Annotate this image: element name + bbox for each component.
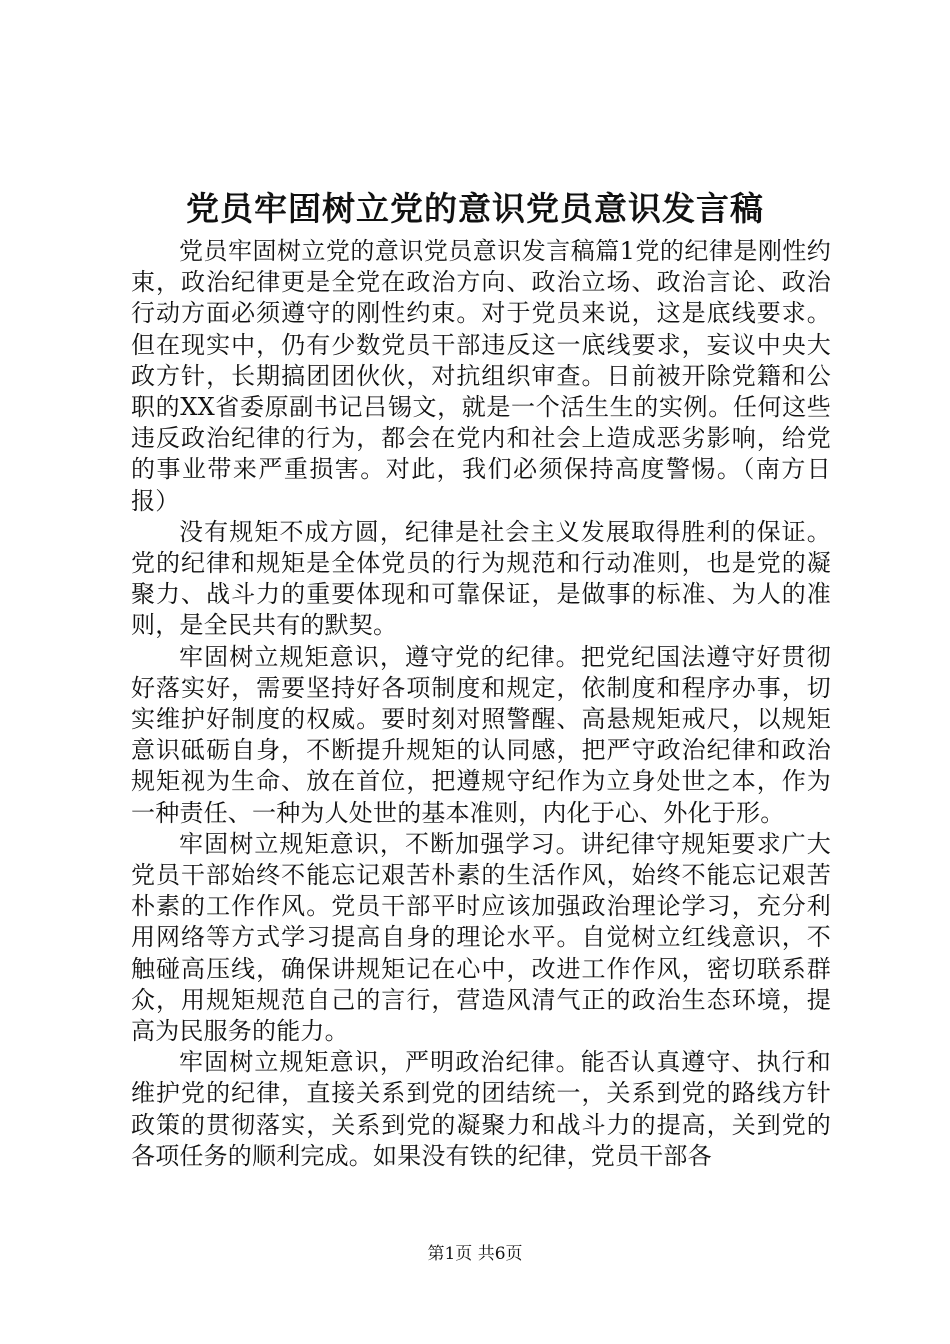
page-number-footer: 第1页 共6页 <box>427 1244 523 1264</box>
document-body <box>131 236 831 1172</box>
paragraph-3: 牢固树立规矩意识，遵守党的纪律。把党纪国法遵守好贯彻好落实好，需要坚持好各项制度和规定，依制度和程序办事，切实维护好制度的权威。要时刻对照警醒、高悬规矩戒尺，以规矩意识砥砺自身，不断提升规矩的认同感，把严守政治纪律和政治规矩视为生命、放在首位，把遵规守纪作为立身处世之本，作为一种责任、一种为人处世的基本准则，内化于心、外化于形。 <box>131 642 831 827</box>
paragraph-1: 党员牢固树立党的意识党员意识发言稿篇1党的纪律是刚性约束，政治纪律更是全党在政治方向、政治立场、政治言论、政治行动方面必须遵守的刚性约束。对于党员来说，这是底线要求。但在现实中，仍有少数党员干部违反这一底线要求，妄议中央大政方针，长期搞团团伙伙，对抗组织审查。日前被开除党籍和公职的XX省委原副书记吕锡文，就是一个活生生的实例。任何这些违反政治纪律的行为，都会在党内和社会上造成恶劣影响，给党的事业带来严重损害。对此，我们必须保持高度警惕。（南方日报） <box>131 237 831 515</box>
document-title: 党员牢固树立党的意识党员意识发言稿 <box>186 189 764 228</box>
paragraph-2: 没有规矩不成方圆，纪律是社会主义发展取得胜利的保证。党的纪律和规矩是全体党员的行为规范和行动准则，也是党的凝聚力、战斗力的重要体现和可靠保证，是做事的标准、为人的准则，是全民共有的默契。 <box>131 517 831 640</box>
paragraph-4: 牢固树立规矩意识，不断加强学习。讲纪律守规矩要求广大党员干部始终不能忘记艰苦朴素的生活作风，始终不能忘记艰苦朴素的工作作风。党员干部平时应该加强政治理论学习，充分利用网络等方式学习提高自身的理论水平。自觉树立红线意识，不触碰高压线，确保讲规矩记在心中，改进工作作风，密切联系群众，用规矩规范自己的言行，营造风清气正的政治生态环境，提高为民服务的能力。 <box>131 829 831 1046</box>
paragraph-5: 牢固树立规矩意识，严明政治纪律。能否认真遵守、执行和维护党的纪律，直接关系到党的团结统一，关系到党的路线方针政策的贯彻落实，关系到党的凝聚力和战斗力的提高，关到党的各项任务的顺利完成。如果没有铁的纪律，党员干部各 <box>131 1048 831 1170</box>
